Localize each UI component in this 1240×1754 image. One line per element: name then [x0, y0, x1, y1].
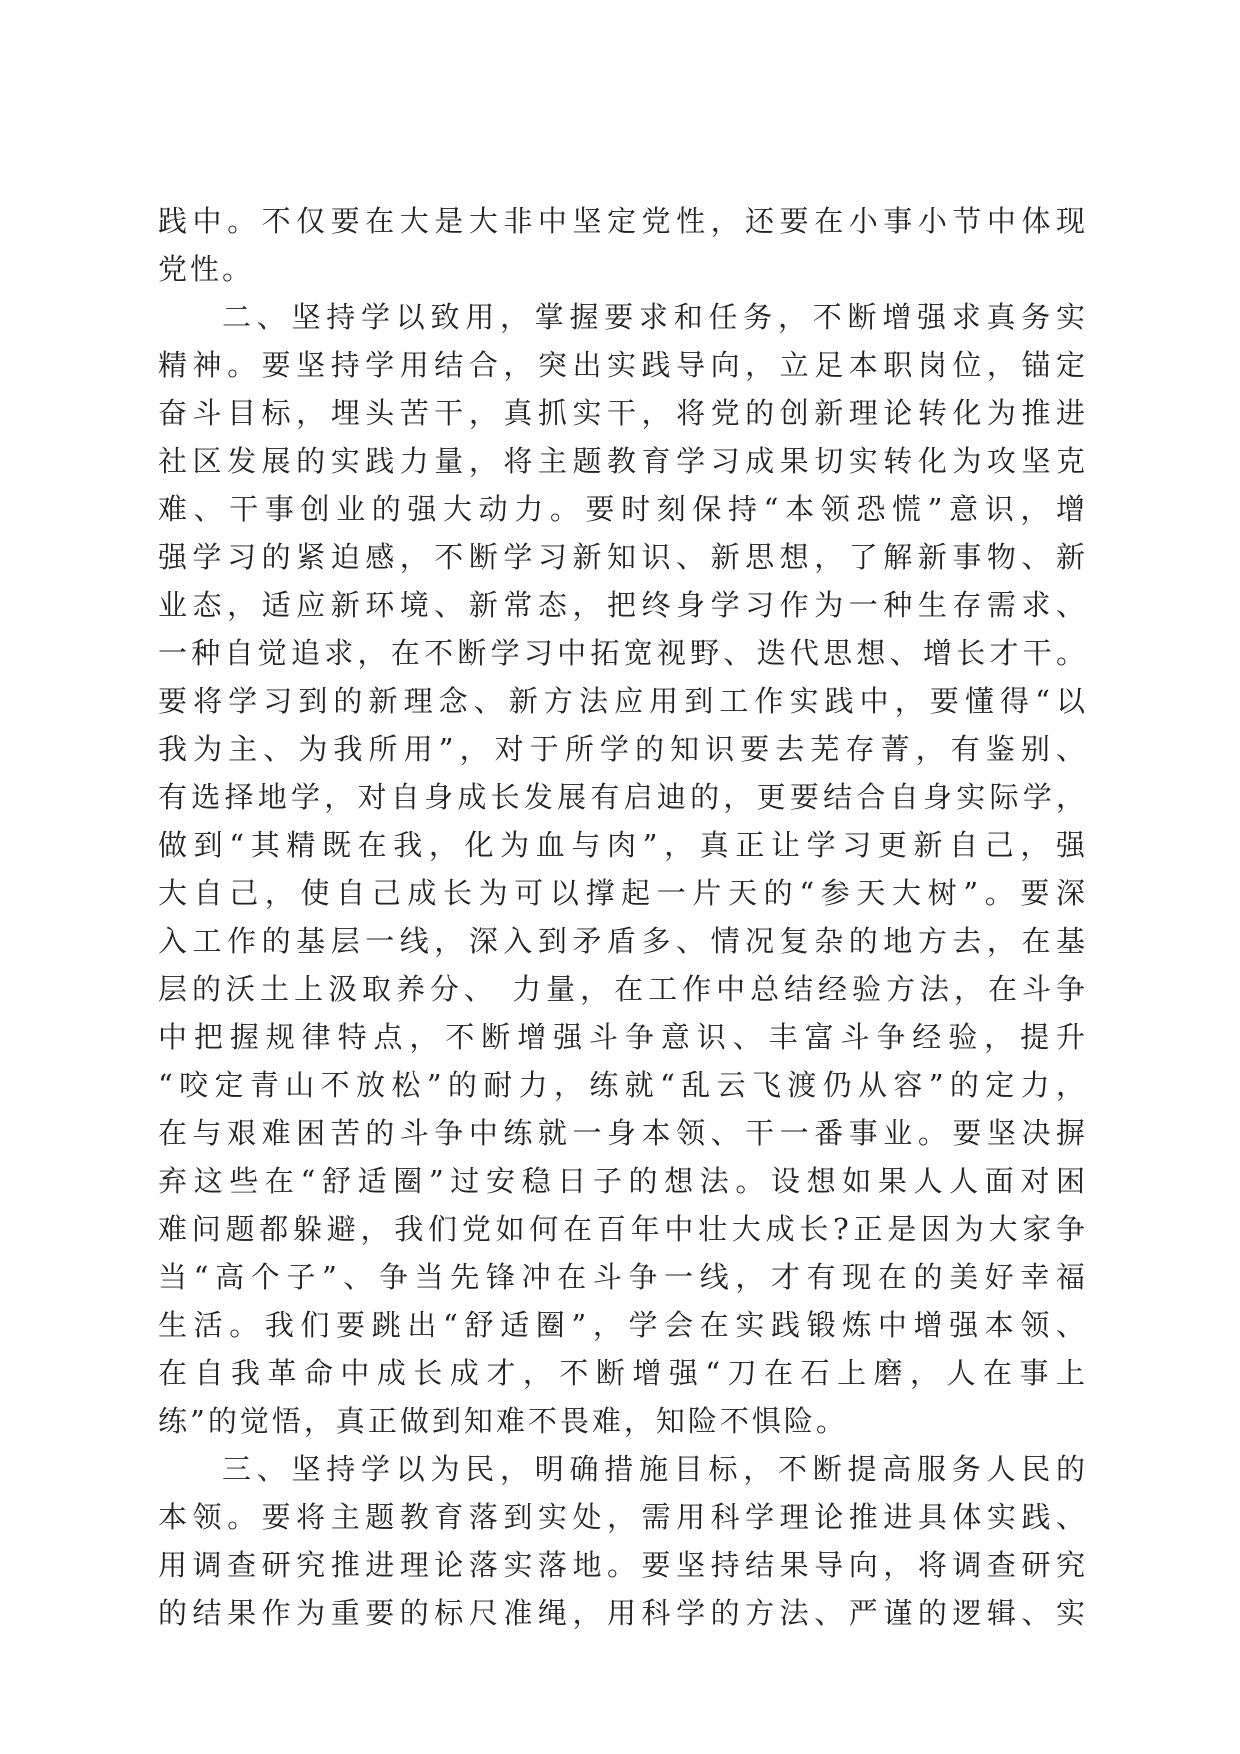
text-line: 入工作的基层一线，深入到矛盾多、情况复杂的地方去，在基	[158, 924, 1088, 958]
text-line: 练”的觉悟，真正做到知难不畏难，知险不惧险。	[158, 1404, 848, 1438]
text-line: 生活。我们要跳出“舒适圈”，学会在实践锻炼中增强本领、	[158, 1308, 1088, 1342]
text-line: 当“高个子”、争当先锋冲在斗争一线，才有现在的美好幸福	[158, 1260, 1088, 1294]
text-line: 践中。不仅要在大是大非中坚定党性，还要在小事小节中体现	[158, 204, 1088, 238]
paragraph-continuation	[158, 197, 1088, 293]
text-line: 有选择地学，对自身成长发展有启迪的，更要结合自身实际学，	[158, 780, 1088, 814]
text-line: 的结果作为重要的标尺准绳，用科学的方法、严谨的逻辑、实	[158, 1596, 1088, 1630]
text-line: 社区发展的实践力量，将主题教育学习成果切实转化为攻坚克	[158, 444, 1088, 478]
text-line: 我为主、为我所用”，对于所学的知识要去芜存菁，有鉴别、	[158, 732, 1088, 766]
paragraph-section-3	[158, 1445, 1088, 1637]
section-heading-line: 二、坚持学以致用，掌握要求和任务，不断增强求真务实	[222, 300, 1088, 334]
text-line: 精神。要坚持学用结合，突出实践导向，立足本职岗位，锚定	[158, 348, 1088, 382]
text-line: 在与艰难困苦的斗争中练就一身本领、干一番事业。要坚决摒	[158, 1116, 1088, 1150]
text-line: 党性。	[158, 252, 255, 286]
text-line: 在自我革命中成长成才，不断增强“刀在石上磨，人在事上	[158, 1356, 1088, 1390]
text-line: 业态，适应新环境、新常态，把终身学习作为一种生存需求、	[158, 588, 1088, 622]
text-line: 奋斗目标，埋头苦干，真抓实干，将党的创新理论转化为推进	[158, 396, 1088, 430]
text-line: 要将学习到的新理念、新方法应用到工作实践中，要懂得“以	[158, 684, 1088, 718]
text-line: 层的沃土上汲取养分、 力量，在工作中总结经验方法，在斗争	[158, 972, 1088, 1006]
text-line: 用调查研究推进理论落实落地。要坚持结果导向，将调查研究	[158, 1548, 1088, 1582]
text-line: 本领。要将主题教育落到实处，需用科学理论推进具体实践、	[158, 1500, 1088, 1534]
text-line: 难问题都躲避，我们党如何在百年中壮大成长?正是因为大家争	[158, 1212, 1088, 1246]
text-line: 大自己，使自己成长为可以撑起一片天的“参天大树”。要深	[158, 876, 1088, 910]
paragraph-section-2	[158, 293, 1088, 1445]
text-line: 弃这些在“舒适圈”过安稳日子的想法。设想如果人人面对困	[158, 1164, 1088, 1198]
text-line: 做到“其精既在我，化为血与肉”，真正让学习更新自己，强	[158, 828, 1088, 862]
text-line: 难、干事创业的强大动力。要时刻保持“本领恐慌”意识，增	[158, 492, 1088, 526]
body-text	[158, 197, 1088, 1637]
text-line: 强学习的紧迫感，不断学习新知识、新思想，了解新事物、新	[158, 540, 1088, 574]
section-heading-line: 三、坚持学以为民，明确措施目标，不断提高服务人民的	[222, 1452, 1088, 1486]
text-line: 中把握规律特点，不断增强斗争意识、丰富斗争经验，提升	[158, 1020, 1088, 1054]
text-line: 一种自觉追求，在不断学习中拓宽视野、迭代思想、增长才干。	[158, 636, 1088, 670]
text-line: “咬定青山不放松”的耐力，练就“乱云飞渡仍从容”的定力，	[158, 1068, 1088, 1102]
